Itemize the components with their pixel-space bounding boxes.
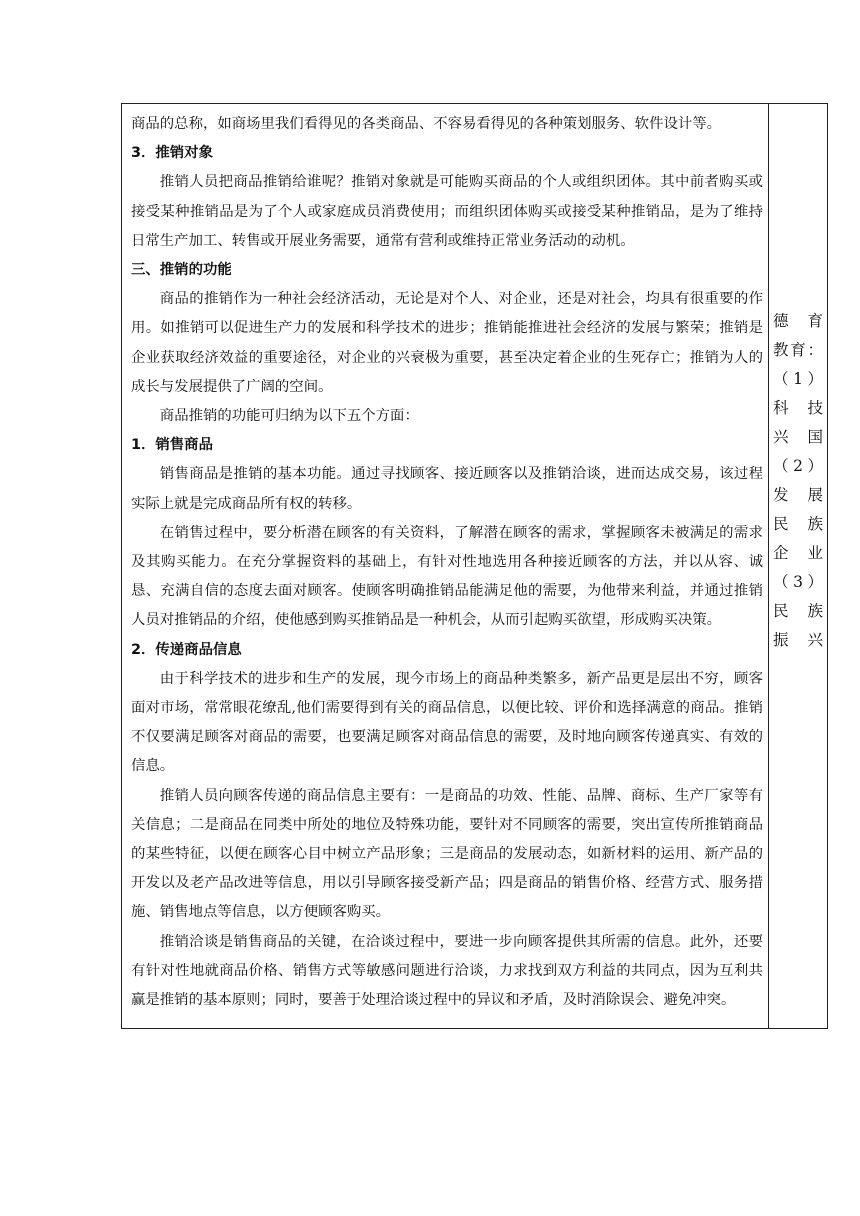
- side-note-line: 民 族: [773, 602, 823, 620]
- side-note-line: 兴国: [773, 428, 823, 446]
- body-paragraph: 销售商品是推销的基本功能。通过寻找顾客、接近顾客以及推销洽谈，进而达成交易，该过程实际上就是完成商品所有权的转移。: [131, 466, 763, 512]
- side-note-line: 振兴: [773, 631, 823, 649]
- body-paragraph: 商品的推销作为一种社会经济活动，无论是对个人、对企业，还是对社会，均具有很重要的作用。如推销可以促进生产力的发展和科学技术的进步；推销能推进社会经济的发展与繁荣；推销是企业获取经济效益的重要途径，对企业的兴衰极为重要，甚至决定着企业的生死存亡；推销为人的成长与发展提供了广阔的空间。: [131, 291, 763, 395]
- side-note-line: 企业: [773, 544, 823, 562]
- body-paragraph: 推销人员向顾客传递的商品信息主要有：一是商品的功效、性能、品牌、商标、生产厂家等有关信息；二是商品在同类中所处的地位及特殊功能，要针对不同顾客的需要，突出宣传所推销商品的某些特征，以便在顾客心目中树立产品形象；三是商品的发展动态，如新材料的运用、新产品的开发以及老产品改进等信息，用以引导顾客接受新产品；四是商品的销售价格、经营方式、服务措施、销售地点等信息，以方便顾客购买。: [131, 787, 763, 921]
- body-paragraph: 在销售过程中，要分析潜在顾客的有关资料，了解潜在顾客的需求，掌握顾客未被满足的需求及其购买能力。在充分掌握资料的基础上，有针对性地选用各种接近顾客的方法，并以从容、诚恳、充满自信的态度去面对顾客。使顾客明确推销品能满足他的需要，为他带来利益，并通过推销人员对推销品的介绍，使他感到购买推销品是一种机会，从而引起购买欲望，形成购买决策。: [131, 524, 763, 629]
- side-note-line: （1）: [773, 370, 823, 388]
- body-paragraph: 商品的总称，如商场里我们看得见的各类商品、不容易看得见的各种策划服务、软件设计等。: [131, 116, 722, 132]
- lesson-content-cell: [122, 104, 768, 1015]
- side-note-line: （3）: [773, 573, 823, 591]
- section-heading: 1．销售商品: [131, 437, 213, 454]
- body-paragraph: 推销人员把商品推销给谁呢？推销对象就是可能购买商品的个人或组织团体。其中前者购买或接受某种推销品是为了个人或家庭成员消费使用；而组织团体购买或接受某种推销品，是为了维持日常生产加工、转售或开展业务需要，通常有营利或维持正常业务活动的动机。: [131, 174, 763, 249]
- side-note-line: 发 展: [773, 486, 823, 504]
- side-note-line: 教育：: [773, 341, 823, 359]
- side-note-line: 德 育: [773, 312, 823, 330]
- section-heading: 3．推销对象: [131, 145, 213, 162]
- moral-education-note-cell: [769, 104, 827, 655]
- side-note-line: （2）: [773, 457, 823, 475]
- side-note-line: 科 技: [773, 399, 823, 417]
- body-paragraph: 由于科学技术的进步和生产的发展，现今市场上的商品种类繁多，新产品更是层出不穷，顾客面对市场，常常眼花缭乱,他们需要得到有关的商品信息，以便比较、评价和选择满意的商品。推销不仅要满足顾客对商品的需要，也要满足顾客对商品信息的需要，及时地向顾客传递真实、有效的信息。: [131, 670, 763, 775]
- section-heading: 三、推销的功能: [131, 262, 232, 279]
- lesson-table: [121, 103, 828, 1029]
- side-note-line: 民 族: [773, 515, 823, 533]
- section-heading: 2．传递商品信息: [131, 641, 242, 658]
- body-paragraph: 推销洽谈是销售商品的关键，在洽谈过程中，要进一步向顾客提供其所需的信息。此外，还要有针对性地就商品价格、销售方式等敏感问题进行洽谈，力求找到双方利益的共同点，因为互利共赢是推销的基本原则；同时，要善于处理洽谈过程中的异议和矛盾，及时消除误会、避免冲突。: [131, 933, 763, 1009]
- body-paragraph: 商品推销的功能可归纳为以下五个方面：: [159, 408, 419, 425]
